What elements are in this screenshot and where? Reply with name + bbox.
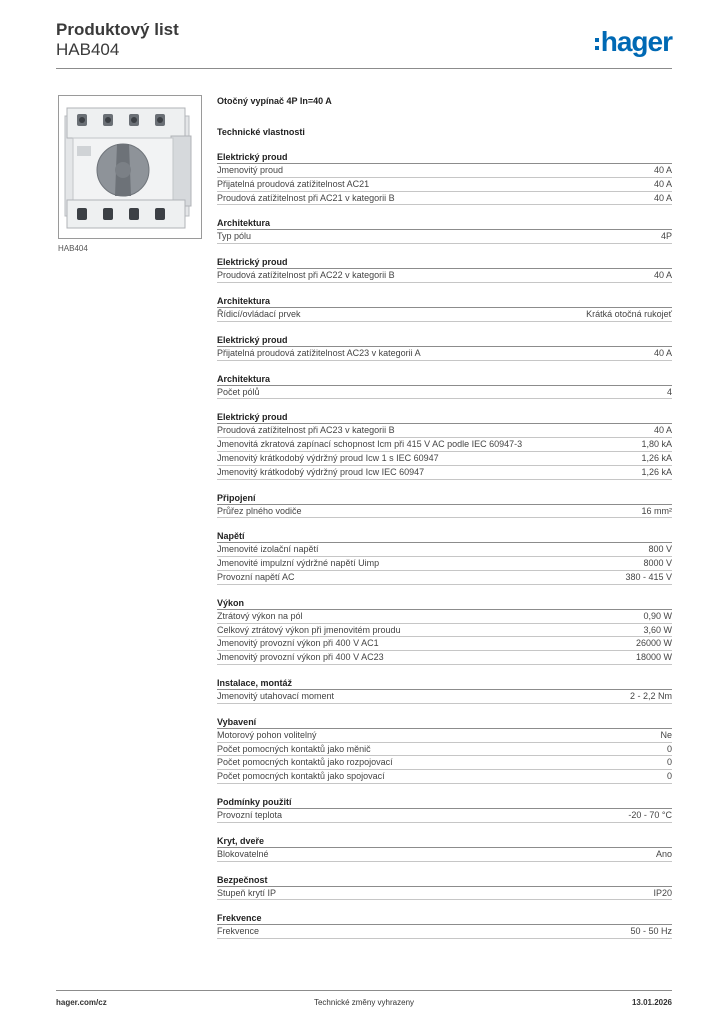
spec-group-title: Bezpečnost xyxy=(217,875,672,887)
footer-date: 13.01.2026 xyxy=(631,998,672,1007)
spec-groups xyxy=(217,152,672,939)
spec-row xyxy=(217,192,672,206)
spec-value: IP20 xyxy=(653,887,672,898)
rotary-switch-illustration xyxy=(59,96,201,238)
spec-value: -20 - 70 °C xyxy=(628,809,672,820)
spec-label: Průřez plného vodiče xyxy=(217,505,302,516)
spec-row xyxy=(217,743,672,757)
spec-group-title: Výkon xyxy=(217,598,672,610)
spec-value: 0 xyxy=(666,757,672,768)
spec-value: 4P xyxy=(660,231,672,242)
spec-value: Ano xyxy=(655,848,672,859)
spec-label: Stupeň krytí IP xyxy=(217,887,277,898)
spec-label: Typ pólu xyxy=(217,231,252,242)
spec-value: 8000 V xyxy=(643,558,672,569)
spec-row xyxy=(217,557,672,571)
spec-label: Řídicí/ovládací prvek xyxy=(217,308,301,319)
spec-group xyxy=(217,531,672,584)
product-image xyxy=(58,95,202,239)
spec-row xyxy=(217,505,672,519)
spec-group xyxy=(217,493,672,519)
spec-label: Blokovatelné xyxy=(217,848,269,859)
spec-row xyxy=(217,770,672,784)
spec-group-title: Podmínky použití xyxy=(217,797,672,809)
spec-group xyxy=(217,412,672,479)
spec-value: 0 xyxy=(666,771,672,782)
spec-group xyxy=(217,218,672,244)
spec-label: Jmenovité izolační napětí xyxy=(217,544,319,555)
spec-label: Přijatelná proudová zatížitelnost AC21 xyxy=(217,178,370,189)
spec-value: 18000 W xyxy=(635,652,672,663)
spec-label: Jmenovité impulzní výdržné napětí Uimp xyxy=(217,558,380,569)
spec-label: Počet pólů xyxy=(217,386,260,397)
spec-value: 3,60 W xyxy=(643,624,672,635)
logo-text: hager xyxy=(600,26,672,57)
spec-group xyxy=(217,152,672,205)
spec-label: Jmenovitý proud xyxy=(217,165,284,175)
spec-row xyxy=(217,347,672,361)
product-code: HAB404 xyxy=(56,40,120,59)
spec-group xyxy=(217,797,672,823)
spec-value: 40 A xyxy=(653,425,672,436)
spec-row xyxy=(217,424,672,438)
spec-group xyxy=(217,678,672,704)
spec-row xyxy=(217,809,672,823)
spec-label: Celkový ztrátový výkon při jmenovitém proudu xyxy=(217,624,401,635)
spec-row xyxy=(217,729,672,743)
spec-row xyxy=(217,848,672,862)
spec-group-title: Elektrický proud xyxy=(217,152,672,164)
spec-label: Jmenovitý utahovací moment xyxy=(217,690,335,701)
spec-row xyxy=(217,756,672,770)
spec-content xyxy=(217,96,672,952)
spec-row xyxy=(217,887,672,901)
footer-disclaimer: Technické změny vyhrazeny xyxy=(313,998,415,1007)
hager-logo[interactable] xyxy=(595,28,672,56)
spec-group-title: Kryt, dveře xyxy=(217,836,672,848)
spec-value: 4 xyxy=(666,386,672,397)
spec-value: 40 A xyxy=(653,178,672,189)
spec-label: Proudová zatížitelnost při AC22 v kategorii B xyxy=(217,270,395,281)
spec-group xyxy=(217,296,672,322)
spec-label: Jmenovitý provozní výkon při 400 V AC23 xyxy=(217,652,384,663)
spec-row xyxy=(217,651,672,665)
spec-label: Jmenovitý krátkodobý výdržný proud Icw 1 s IEC 60947 xyxy=(217,452,439,463)
spec-value: 50 - 50 Hz xyxy=(630,926,672,937)
spec-row xyxy=(217,164,672,178)
spec-row xyxy=(217,438,672,452)
spec-group xyxy=(217,335,672,361)
spec-group-title: Připojení xyxy=(217,493,672,505)
spec-label: Jmenovitý krátkodobý výdržný proud Icw IEC 60947 xyxy=(217,466,425,477)
spec-row xyxy=(217,610,672,624)
spec-value: 40 A xyxy=(653,165,672,175)
spec-label: Proudová zatížitelnost při AC23 v kategorii B xyxy=(217,425,395,436)
spec-label: Počet pomocných kontaktů jako rozpojovací xyxy=(217,757,393,768)
spec-value: 0 xyxy=(666,743,672,754)
spec-row xyxy=(217,452,672,466)
logo-dots-icon xyxy=(595,38,599,50)
spec-label: Proudová zatížitelnost při AC21 v kategorii B xyxy=(217,192,395,203)
spec-label: Počet pomocných kontaktů jako měnič xyxy=(217,743,371,754)
spec-row xyxy=(217,637,672,651)
spec-group xyxy=(217,875,672,901)
page-title: Produktový list xyxy=(56,20,179,39)
spec-group xyxy=(217,913,672,939)
spec-group xyxy=(217,374,672,400)
spec-group-title: Elektrický proud xyxy=(217,335,672,347)
spec-group-title: Architektura xyxy=(217,296,672,308)
spec-label: Provozní napětí AC xyxy=(217,571,295,582)
spec-value: 2 - 2,2 Nm xyxy=(629,690,672,701)
spec-value: 1,80 kA xyxy=(641,439,672,450)
spec-group-title: Architektura xyxy=(217,374,672,386)
spec-group xyxy=(217,257,672,283)
spec-value: 40 A xyxy=(653,270,672,281)
spec-value: 40 A xyxy=(653,192,672,203)
spec-row xyxy=(217,269,672,283)
spec-group-title: Elektrický proud xyxy=(217,412,672,424)
spec-group-title: Architektura xyxy=(217,218,672,230)
spec-label: Motorový pohon volitelný xyxy=(217,729,317,740)
spec-label: Přijatelná proudová zatížitelnost AC23 v kategorii A xyxy=(217,347,421,358)
tech-heading: Technické vlastnosti xyxy=(217,127,305,137)
page-header xyxy=(56,20,672,68)
spec-value: 40 A xyxy=(653,347,672,358)
spec-group-title: Frekvence xyxy=(217,913,672,925)
spec-value: 26000 W xyxy=(635,638,672,649)
spec-row xyxy=(217,386,672,400)
spec-group-title: Napětí xyxy=(217,531,672,543)
header-divider xyxy=(56,68,672,69)
spec-value: 380 - 415 V xyxy=(625,571,672,582)
spec-label: Provozní teplota xyxy=(217,809,283,820)
spec-label: Počet pomocných kontaktů jako spojovací xyxy=(217,771,385,782)
spec-label: Frekvence xyxy=(217,926,260,937)
image-caption: HAB404 xyxy=(58,244,88,253)
spec-group-title: Vybavení xyxy=(217,717,672,729)
product-name: Otočný vypínač 4P In=40 A xyxy=(217,96,332,106)
spec-row xyxy=(217,571,672,585)
spec-value: 16 mm² xyxy=(641,505,672,516)
spec-row xyxy=(217,543,672,557)
footer-website-link[interactable]: hager.com/cz xyxy=(56,998,107,1007)
spec-group xyxy=(217,836,672,862)
spec-row xyxy=(217,308,672,322)
spec-label: Jmenovitá zkratová zapínací schopnost Icm při 415 V AC podle IEC 60947-3 xyxy=(217,439,523,450)
spec-group xyxy=(217,717,672,784)
spec-row xyxy=(217,466,672,480)
spec-value: Ne xyxy=(660,729,672,740)
spec-value: 1,26 kA xyxy=(641,452,672,463)
spec-group-title: Instalace, montáž xyxy=(217,678,672,690)
spec-value: 800 V xyxy=(648,544,672,555)
spec-label: Ztrátový výkon na pól xyxy=(217,610,303,621)
spec-label: Jmenovitý provozní výkon při 400 V AC1 xyxy=(217,638,379,649)
spec-group xyxy=(217,598,672,665)
footer-divider xyxy=(56,990,672,991)
spec-value: Krátká otočná rukojeť xyxy=(586,308,672,319)
spec-value: 0,90 W xyxy=(643,610,672,621)
spec-row xyxy=(217,230,672,244)
spec-row xyxy=(217,690,672,704)
spec-value: 1,26 kA xyxy=(641,466,672,477)
spec-row xyxy=(217,925,672,939)
spec-group-title: Elektrický proud xyxy=(217,257,672,269)
spec-row xyxy=(217,624,672,638)
spec-row xyxy=(217,178,672,192)
